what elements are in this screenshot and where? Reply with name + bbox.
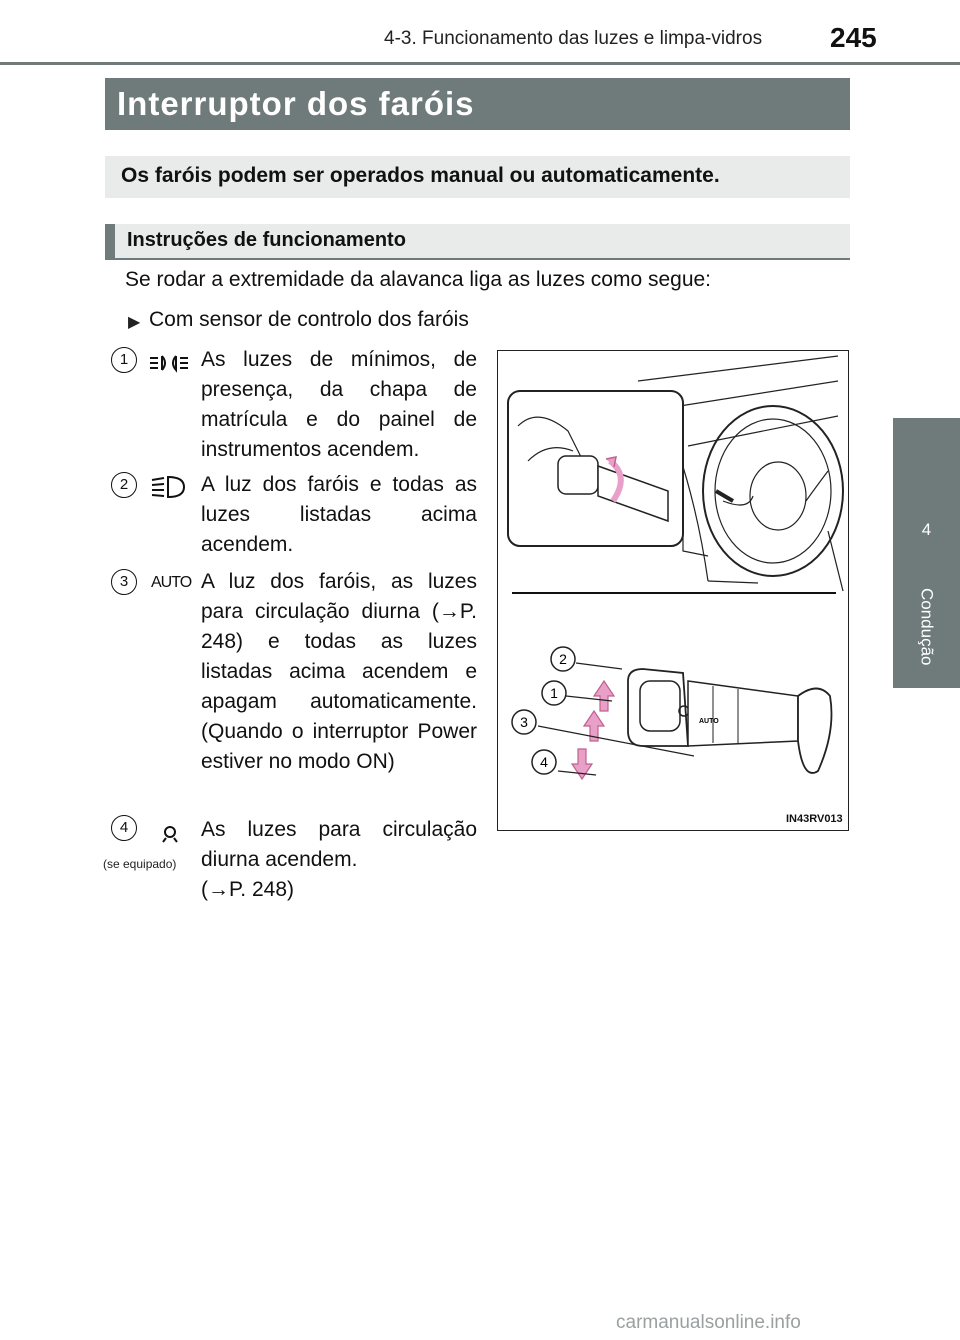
- summary-band: [105, 156, 850, 198]
- headlight-icon: [150, 474, 188, 500]
- item-number-3: 3: [111, 569, 137, 595]
- callout-4: 4: [540, 754, 548, 770]
- page-title: Interruptor dos faróis: [117, 85, 475, 122]
- subsection-rule: [105, 258, 850, 260]
- callout-2: 2: [559, 651, 567, 667]
- summary-text: Os faróis podem ser operados manual ou automaticamente.: [121, 164, 720, 187]
- header-rule: [0, 62, 960, 65]
- item-number-4: 4: [111, 815, 137, 841]
- switch-auto-label: AUTO: [699, 718, 719, 725]
- item-text-4-ref: (→P. 248): [201, 878, 294, 901]
- subsection-heading: Instruções de funcionamento: [127, 229, 406, 251]
- callout-3: 3: [520, 714, 528, 730]
- auto-icon: AUTO: [151, 574, 192, 591]
- item-text-1: As luzes de mínimos, de presença, da chapa de matrícula e do painel de instrumentos acendem.: [201, 348, 477, 461]
- chapter-number: 4: [921, 520, 932, 539]
- intro-text: Se rodar a extremidade da alavanca liga as luzes como segue:: [125, 268, 712, 291]
- figure-code: IN43RV013: [786, 813, 843, 825]
- subsection-heading-band: [105, 224, 850, 258]
- watermark: carmanualsonline.info: [616, 1312, 801, 1333]
- parking-lights-icon: [148, 352, 190, 374]
- item-number-2: 2: [111, 472, 137, 498]
- page-number: 245: [830, 22, 877, 53]
- callout-1: 1: [550, 685, 558, 701]
- drl-icon: [160, 821, 180, 843]
- triangle-bullet-icon: ▶: [128, 314, 141, 331]
- bullet-text: Com sensor de controlo dos faróis: [149, 308, 469, 331]
- headlight-switch-figure: [497, 350, 849, 831]
- if-equipped-label: (se equipado): [103, 857, 177, 871]
- item-number-1: 1: [111, 347, 137, 373]
- running-header-section: 4-3. Funcionamento das luzes e limpa-vidros: [384, 28, 763, 49]
- item-text-2: A luz dos faróis e todas as luzes listadas acima acendem.: [201, 473, 477, 556]
- figure-illustration: [498, 351, 847, 829]
- item-text-4: As luzes para circulação diurna acendem.: [201, 818, 477, 871]
- item-text-3: A luz dos faróis, as luzes para circulação diurna (→P. 248) e todas as luzes listadas acima acendem e apagam automaticamente. (Quando o interruptor Power estiver no modo ON): [201, 570, 477, 773]
- page-title-band: [105, 78, 850, 130]
- chapter-label: Condução: [917, 588, 937, 666]
